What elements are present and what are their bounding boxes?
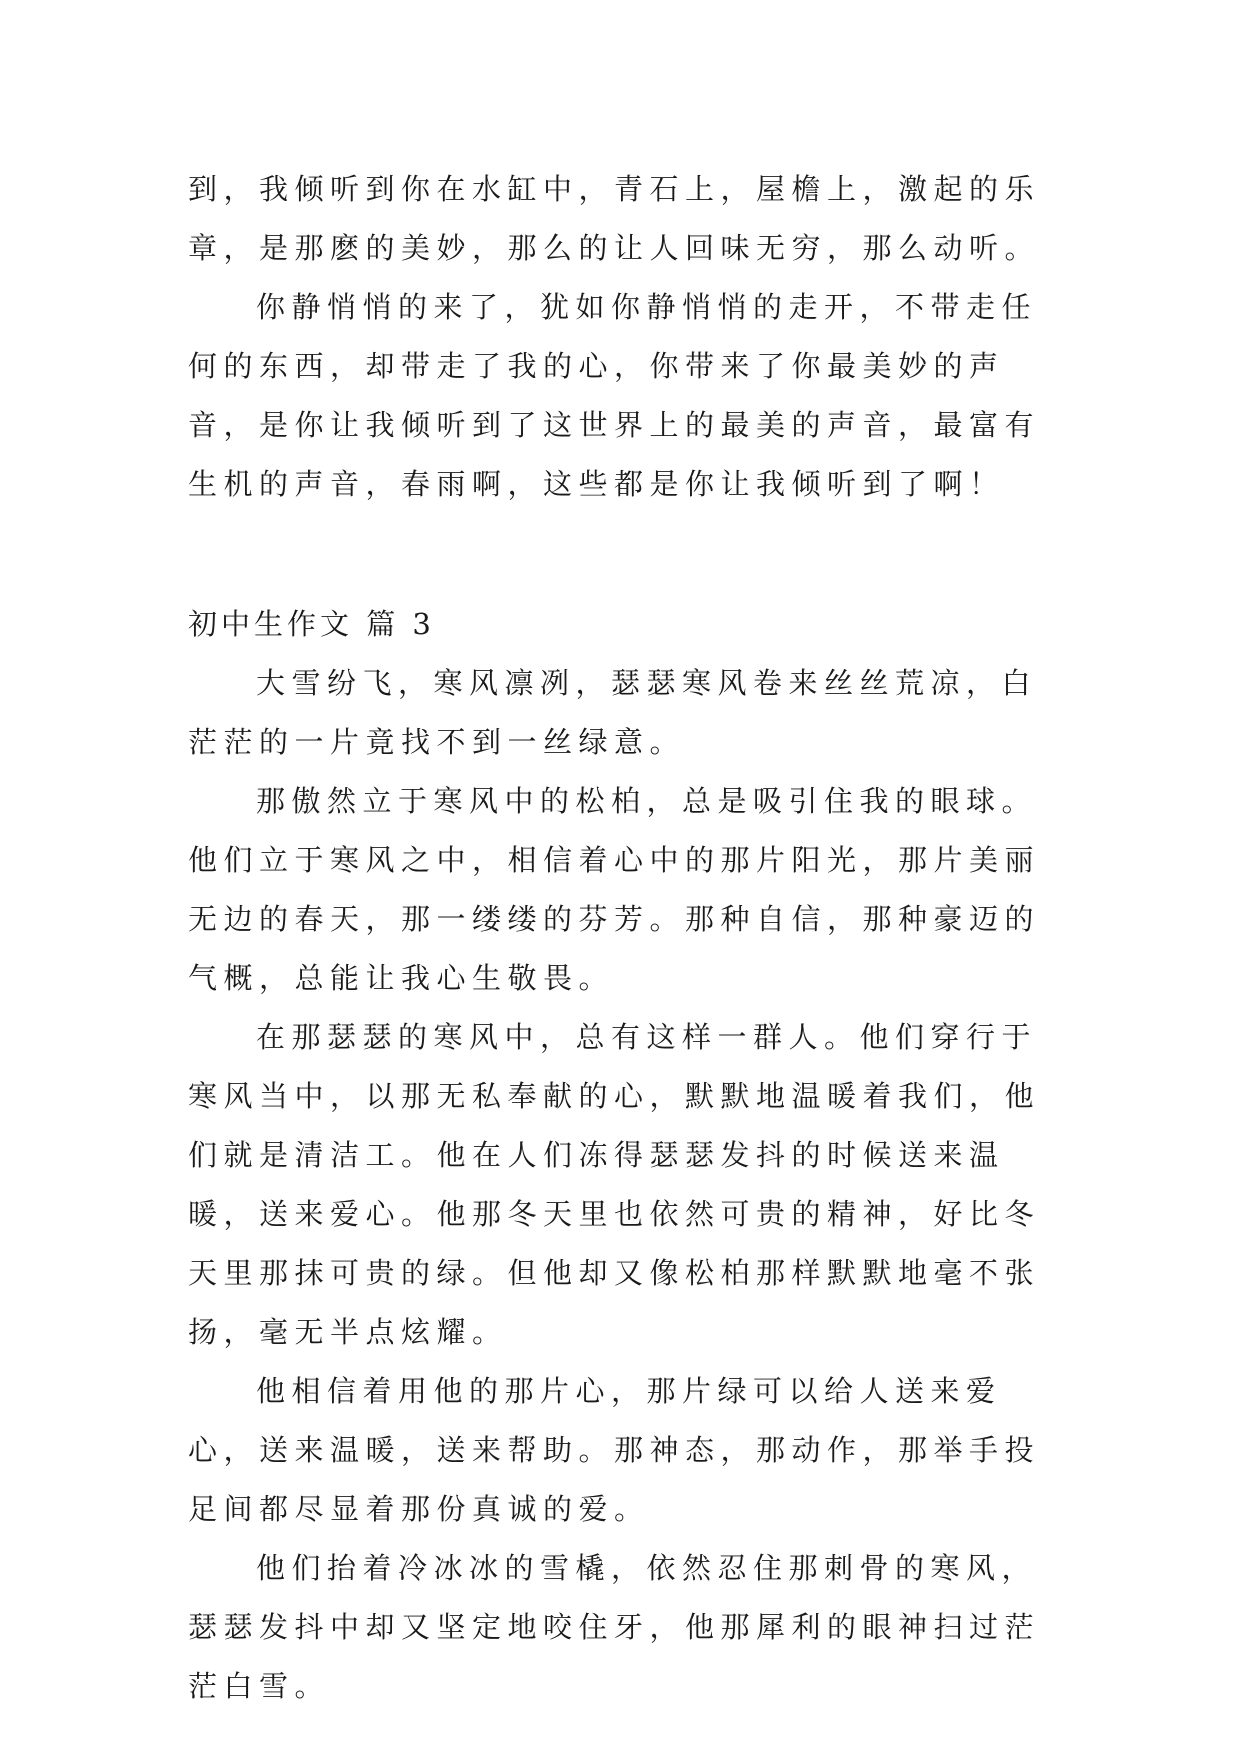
paragraph-sled: 他们抬着冷冰冰的雪橇，依然忍住那刺骨的寒风，瑟瑟发抖中却又坚定地咬住牙，他那犀利的眼神扫过茫茫白雪。 xyxy=(188,1551,1041,1703)
paragraph-pines: 那傲然立于寒风中的松柏，总是吸引住我的眼球。他们立于寒风之中，相信着心中的那片阳光，那片美丽无边的春天，那一缕缕的芬芳。那种自信，那种豪迈的气概，总能让我心生敬畏。 xyxy=(188,784,1041,995)
paragraph-spring-rain: 你静悄悄的来了，犹如你静悄悄的走开，不带走任何的东西，却带走了我的心，你带来了你最美妙的声音，是你让我倾听到了这世界上的最美的声音，最富有生机的声音，春雨啊，这些都是你让我倾听到了啊！ xyxy=(188,290,1041,501)
document-page xyxy=(188,160,1068,1716)
paragraph-continued: 到，我倾听到你在水缸中，青石上，屋檐上，激起的乐章，是那麽的美妙，那么的让人回味无穷，那么动听。 xyxy=(188,172,1041,265)
essay-heading: 初中生作文 篇 3 xyxy=(188,607,435,641)
section-gap xyxy=(188,514,1068,595)
paragraph-cleaners: 在那瑟瑟的寒风中，总有这样一群人。他们穿行于寒风当中，以那无私奉献的心，默默地温暖着我们，他们就是清洁工。他在人们冻得瑟瑟发抖的时候送来温暖，送来爱心。他那冬天里也依然可贵的精神，好比冬天里那抹可贵的绿。但他却又像松柏那样默默地毫不张扬，毫无半点炫耀。 xyxy=(188,1020,1041,1349)
paragraph-warmth: 他相信着用他的那片心，那片绿可以给人送来爱心，送来温暖，送来帮助。那神态，那动作，那举手投足间都尽显着那份真诚的爱。 xyxy=(188,1374,1041,1526)
paragraph-snow: 大雪纷飞，寒风凛冽，瑟瑟寒风卷来丝丝荒凉，白茫茫的一片竟找不到一丝绿意。 xyxy=(188,666,1038,759)
